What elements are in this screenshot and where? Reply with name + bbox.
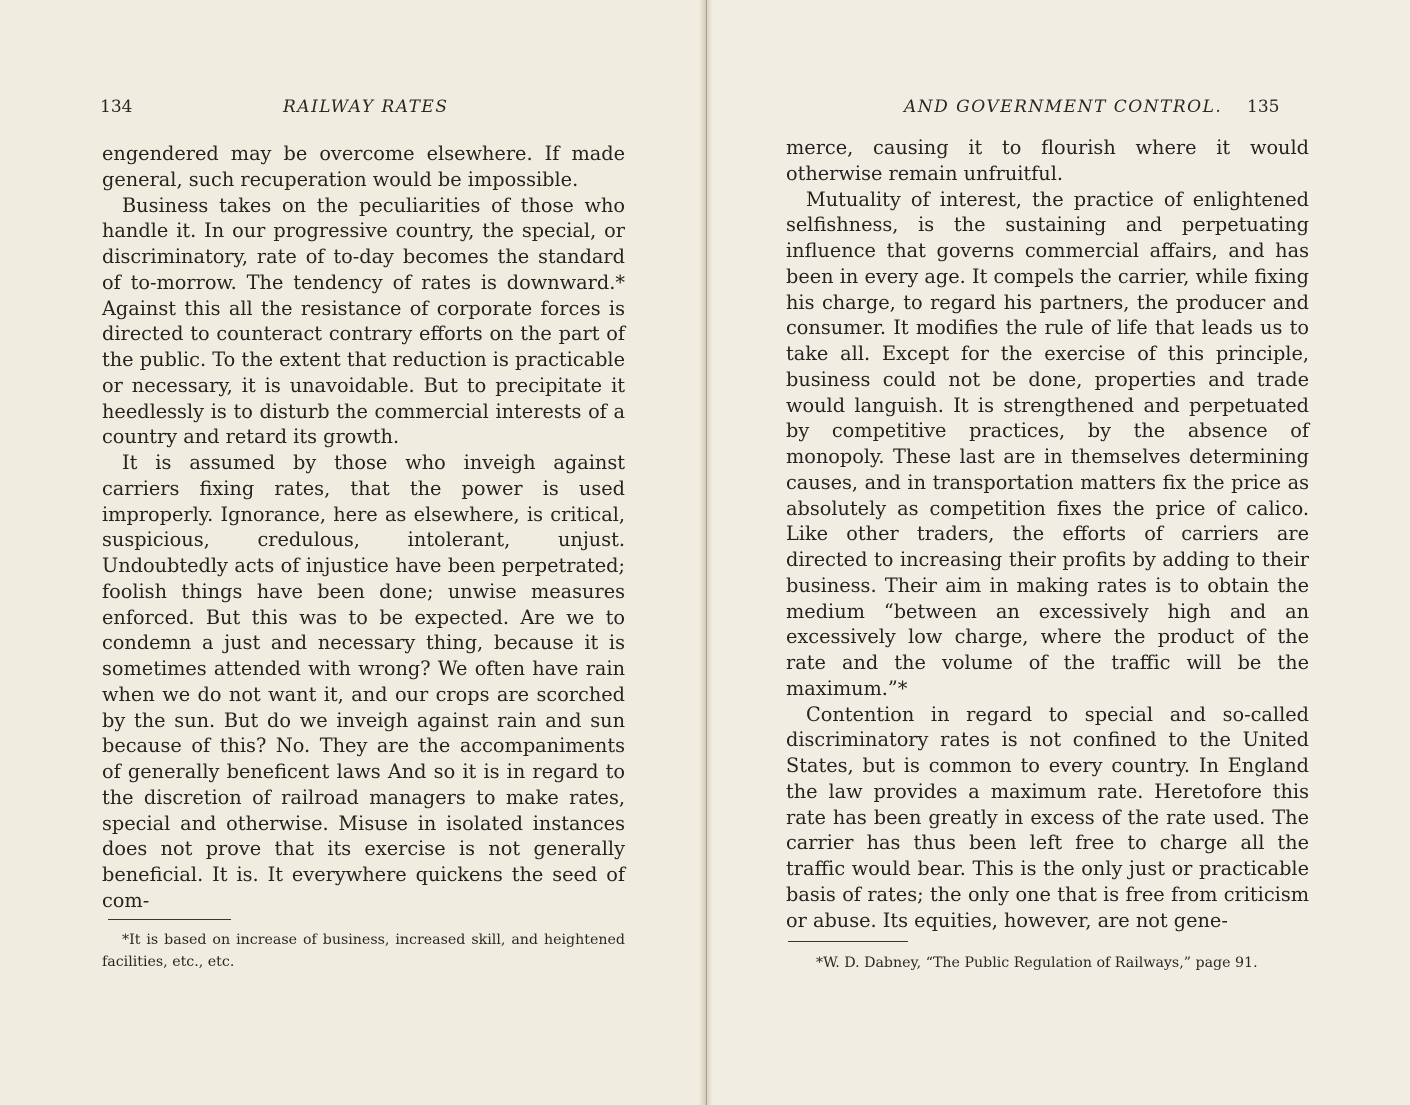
right-page xyxy=(706,0,1410,1105)
paragraph: It is assumed by those who inveigh against carriers fixing rates, that the power is used improperly. Ignorance, here as elsewhere, is critical, suspicious, credulous, intolerant, unjust. Undoubtedly acts of injustice have been perpetrated; foolish things have been done; unwise measures enforced. But this was to be expected. Are we to condemn a just and necessary thing, because it is sometimes attended with wrong? We often have rain when we do not want it, and our crops are scorched by the sun. But do we inveigh against rain and sun because of this? No. They are the accompaniments of generally beneficent laws And so it is in regard to the discretion of railroad managers to make rates, special and otherwise. Misuse in isolated instances does not prove that its exercise is not generally beneficial. It is. It everywhere quickens the seed of com- xyxy=(102,451,625,912)
right-page-body xyxy=(786,135,1309,933)
footnote-rule xyxy=(788,941,908,942)
footnote: *W. D. Dabney, “The Public Regulation of Railways,” page 91. xyxy=(816,955,1258,971)
paragraph: Contention in regard to special and so-called discriminatory rates is not confined to the United States, but is common to every country. In England the law provides a maximum rate. Heretofore this rate has been greatly in excess of the rate used. The carrier has thus been left free to charge all the traffic would bear. This is the only just or practicable basis of rates; the only one that is free from criticism or abuse. Its equities, however, are not gene- xyxy=(786,702,1309,932)
gutter-line xyxy=(706,0,707,1105)
running-head: AND GOVERNMENT CONTROL. xyxy=(904,97,1223,117)
running-head: RAILWAY RATES xyxy=(283,97,449,117)
page-number: 134 xyxy=(100,97,133,117)
paragraph: merce, causing it to flourish where it would otherwise remain unfruitful. xyxy=(786,136,1309,185)
paragraph: engendered may be overcome elsewhere. If made general, such recuperation would be impossible. xyxy=(102,142,625,191)
footnote-rule xyxy=(108,919,231,920)
left-page-body xyxy=(102,141,625,914)
paragraph: Mutuality of interest, the practice of enlightened selfishness, is the sustaining and perpetuating influence that governs commercial affairs, and has been in every age. It compels the carrier, while fixing his charge, to regard his partners, the producer and consumer. It modifies the rule of life that leads us to take all. Except for the exercise of this principle, business could not be done, properties and trade would languish. It is strengthened and perpetuated by competitive practices, by the absence of monopoly. These last are in themselves determining causes, and in transportation matters fix the price as absolutely as competition fixes the price of calico. Like other traders, the efforts of carriers are directed to increasing their profits by adding to their business. Their aim in making rates is to obtain the medium “between an excessively high and an excessively low charge, where the product of the rate and the volume of the traffic will be the maximum.”* xyxy=(786,187,1309,700)
footnote: *It is based on increase of business, increased skill, and heightened facilities, etc., etc. xyxy=(102,932,625,970)
page-number: 135 xyxy=(1247,97,1280,117)
paragraph: Business takes on the peculiarities of those who handle it. In our progressive country, the special, or discriminatory, rate of to-day becomes the standard of to-morrow. The tendency of rates is downward.* Against this all the resistance of corporate forces is directed to counteract contrary efforts on the part of the public. To the extent that reduction is practicable or necessary, it is unavoidable. But to precipitate it heedlessly is to disturb the commercial interests of a country and retard its growth. xyxy=(102,193,625,449)
